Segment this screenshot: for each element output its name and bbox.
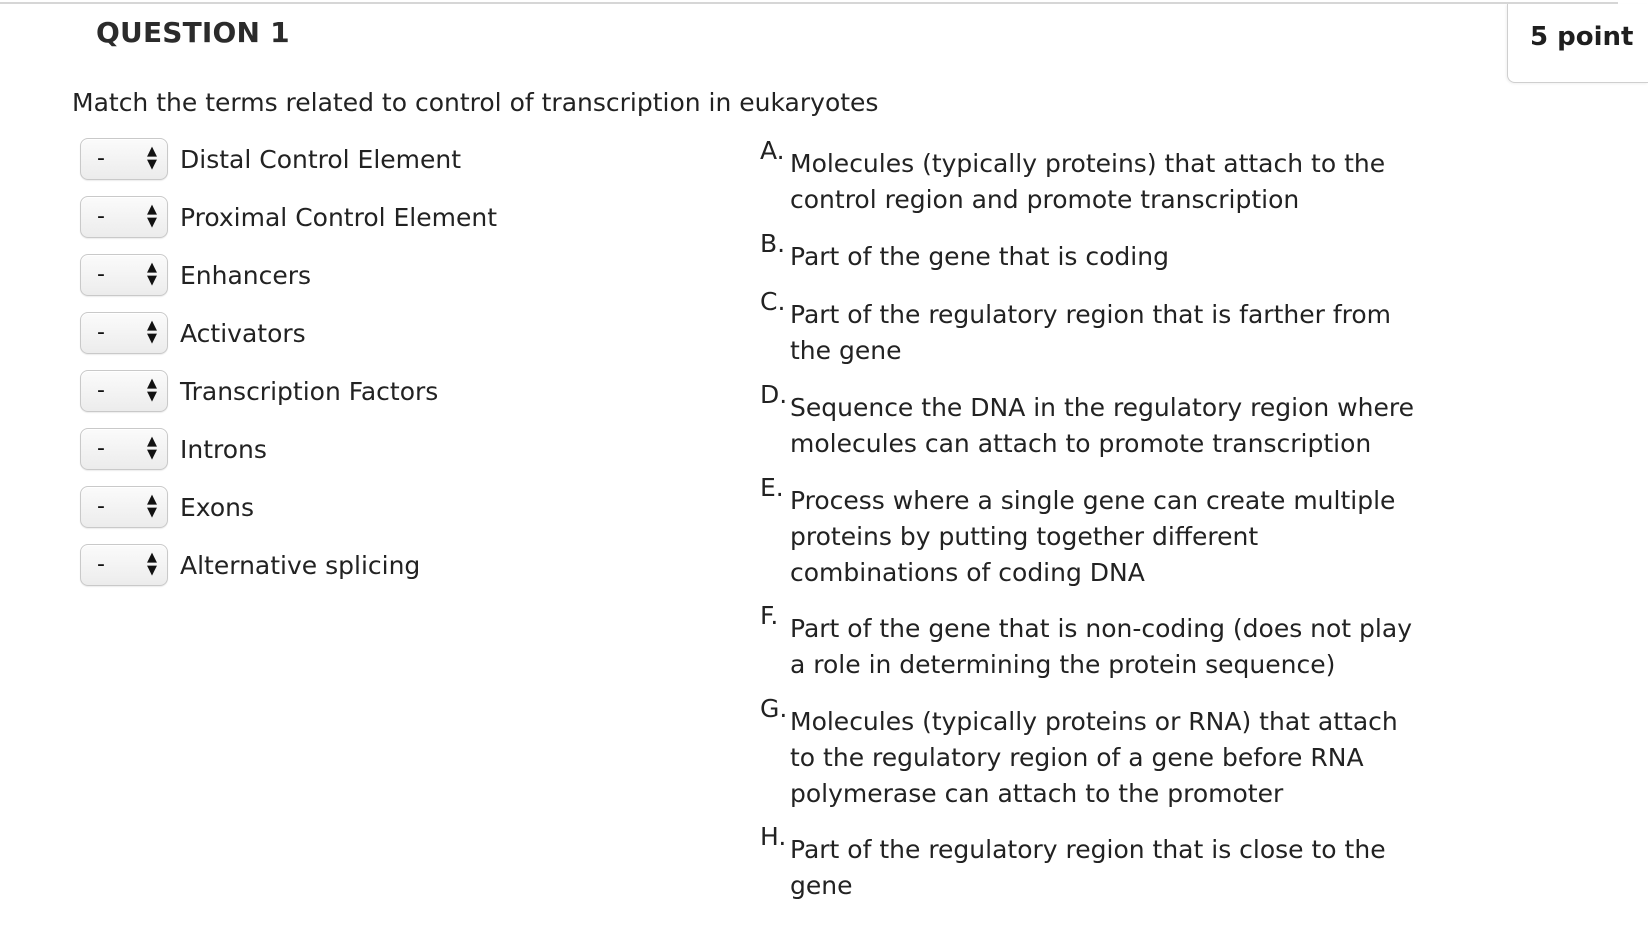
select-value: - xyxy=(97,262,105,287)
term-label: Distal Control Element xyxy=(180,144,462,174)
term-row-alternative-splicing xyxy=(80,542,420,588)
points-label: 5 point xyxy=(1530,22,1634,52)
select-value: - xyxy=(97,146,105,171)
select-value: - xyxy=(97,378,105,403)
up-down-arrows-icon: ▲ ▼ xyxy=(147,434,157,462)
term-row-activators xyxy=(80,310,306,356)
term-label: Exons xyxy=(180,492,254,522)
option-letter: G. xyxy=(760,694,788,723)
match-select[interactable] xyxy=(80,370,168,412)
term-row-enhancers xyxy=(80,252,311,298)
match-select[interactable] xyxy=(80,196,168,238)
option-text: Molecules (typically proteins) that attach to the control region and promote transcription xyxy=(790,149,1386,214)
top-divider xyxy=(0,2,1618,4)
term-row-distal-control-element xyxy=(80,136,461,182)
up-down-arrows-icon: ▲ ▼ xyxy=(147,376,157,404)
term-row-transcription-factors xyxy=(80,368,438,414)
option-letter: A. xyxy=(760,136,785,165)
question-title: QUESTION 1 xyxy=(96,16,290,49)
option-text: Part of the gene that is non-coding (does not play a role in determining the protein sequence) xyxy=(790,614,1412,679)
term-label: Introns xyxy=(180,434,267,464)
term-row-introns xyxy=(80,426,267,472)
option-text: Part of the regulatory region that is close to the gene xyxy=(790,835,1386,900)
up-down-arrows-icon: ▲ ▼ xyxy=(147,144,157,172)
match-select[interactable] xyxy=(80,544,168,586)
term-row-exons xyxy=(80,484,254,530)
option-text: Process where a single gene can create multiple proteins by putting together different combinations of coding DNA xyxy=(790,486,1396,587)
select-value: - xyxy=(97,552,105,577)
match-select[interactable] xyxy=(80,312,168,354)
match-select[interactable] xyxy=(80,428,168,470)
option-text: Sequence the DNA in the regulatory region where molecules can attach to promote transcription xyxy=(790,393,1414,458)
up-down-arrows-icon: ▲ ▼ xyxy=(147,318,157,346)
option-letter: B. xyxy=(760,229,786,258)
term-label: Proximal Control Element xyxy=(180,202,498,232)
term-label: Transcription Factors xyxy=(180,376,439,406)
option-text: Molecules (typically proteins or RNA) that attach to the regulatory region of a gene before RNA polymerase can attach to the promoter xyxy=(790,707,1398,808)
option-letter: F. xyxy=(760,601,779,630)
match-select[interactable] xyxy=(80,138,168,180)
term-label: Enhancers xyxy=(180,260,312,290)
select-value: - xyxy=(97,320,105,345)
option-text: Part of the regulatory region that is farther from the gene xyxy=(790,300,1392,365)
option-letter: D. xyxy=(760,380,788,409)
question-prompt: Match the terms related to control of transcription in eukaryotes xyxy=(72,88,879,117)
option-letter: E. xyxy=(760,473,784,502)
term-label: Activators xyxy=(180,318,306,348)
up-down-arrows-icon: ▲ ▼ xyxy=(147,260,157,288)
up-down-arrows-icon: ▲ ▼ xyxy=(147,202,157,230)
option-text: Part of the gene that is coding xyxy=(790,242,1169,271)
select-value: - xyxy=(97,436,105,461)
option-letter: H. xyxy=(760,822,787,851)
select-value: - xyxy=(97,204,105,229)
up-down-arrows-icon: ▲ ▼ xyxy=(147,550,157,578)
points-badge xyxy=(1507,4,1648,83)
select-value: - xyxy=(97,494,105,519)
option-letter: C. xyxy=(760,287,786,316)
match-select[interactable] xyxy=(80,254,168,296)
term-label: Alternative splicing xyxy=(180,550,421,580)
match-select[interactable] xyxy=(80,486,168,528)
up-down-arrows-icon: ▲ ▼ xyxy=(147,492,157,520)
term-row-proximal-control-element xyxy=(80,194,497,240)
